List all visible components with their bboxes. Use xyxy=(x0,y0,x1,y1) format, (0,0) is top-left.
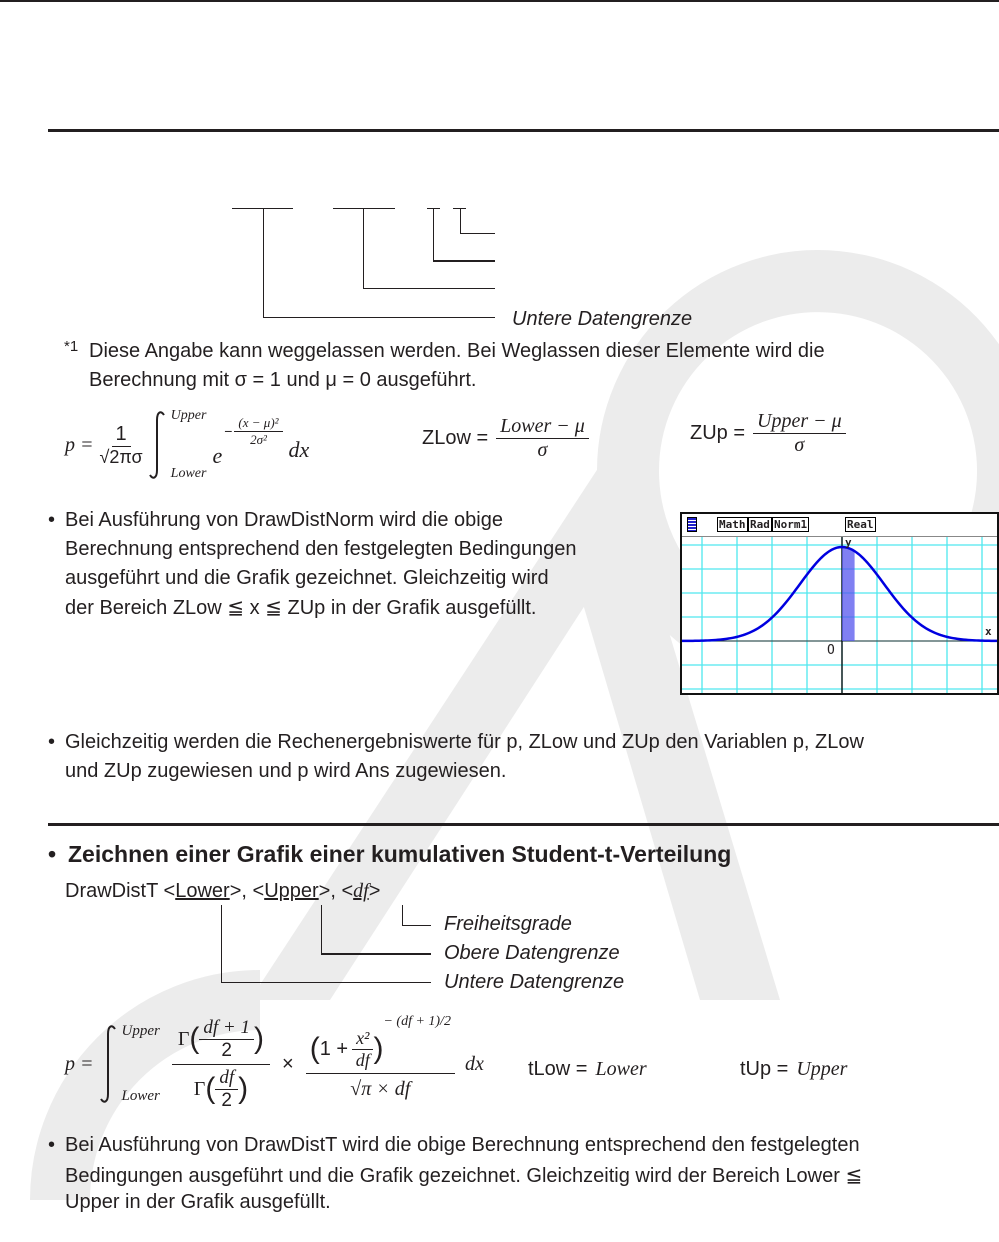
zup-label: ZUp = xyxy=(690,422,746,444)
mode-tag-rad: Rad xyxy=(750,518,770,531)
t-cdf-formula xyxy=(65,998,484,1130)
label-lower-bound: Untere Datengrenze xyxy=(444,971,625,993)
formula-p: p = xyxy=(65,433,94,456)
bullet: • xyxy=(48,509,56,531)
gamma-ratio: Γ ( $\frac{df + 1}{2}$ ) Γ ( $\frac{df}{2}$ ) xyxy=(172,1017,270,1112)
y-axis-label: y xyxy=(845,536,852,549)
mode-tag-norm: Norm1 xyxy=(774,518,808,531)
tup-label: tUp = xyxy=(740,1058,789,1080)
mode-tag-real: Real xyxy=(847,518,874,531)
normal-cdf-formula xyxy=(65,400,309,490)
mode-tag-math: Math xyxy=(719,518,746,531)
bullet-text: der Bereich ZLow ≦ x ≦ ZUp in der Grafik ausgefüllt. xyxy=(65,597,537,619)
formula-dx: dx xyxy=(288,437,310,462)
formula-minus: − xyxy=(224,423,233,439)
footnote-line: Berechnung mit σ = 1 und μ = 0 ausgeführt. xyxy=(89,369,477,391)
formula-num: 1 xyxy=(112,423,131,447)
footnote-marker: *1 xyxy=(64,338,79,355)
normal-distribution-graph xyxy=(682,537,997,693)
gamma-symbol: Γ xyxy=(193,1077,206,1100)
integral-lower: Lower xyxy=(170,466,207,481)
param-upper: Upper xyxy=(264,880,319,902)
x-squared: x² xyxy=(352,1028,373,1050)
bullet-text: und ZUp zugewiesen und p wird Ans zugewiesen. xyxy=(65,760,507,782)
bullet-text: Bei Ausführung von DrawDistNorm wird die obige xyxy=(65,509,503,531)
tlow-value: Lower xyxy=(595,1058,647,1080)
bullet: • xyxy=(48,1134,56,1156)
zlow-den: σ xyxy=(537,439,548,461)
bullet-text: Bedingungen ausgeführt und die Grafik gezeichnet. Gleichzeitig wird der Bereich Lower ≦ xyxy=(65,1165,863,1187)
heading-bullet: • xyxy=(48,841,57,867)
gamma-symbol: Γ xyxy=(177,1027,190,1050)
integral-sign xyxy=(149,410,165,480)
integral-upper: Upper xyxy=(170,408,207,423)
zlow-formula xyxy=(422,415,589,462)
formula-e: e xyxy=(212,443,223,468)
label-upper-bound: Obere Datengrenze xyxy=(444,942,620,964)
drawdistt-syntax: DrawDistT <Lower>, <Upper>, <df> xyxy=(65,880,381,902)
bullet: • xyxy=(48,731,56,753)
battery-icon xyxy=(687,517,697,532)
gamma-num: df + 1 xyxy=(199,1017,254,1040)
integral-lower: Lower xyxy=(121,1088,160,1104)
calculator-screen xyxy=(680,512,999,695)
zlow-label: ZLow = xyxy=(422,427,489,449)
param-lower: Lower xyxy=(175,880,230,902)
one-plus: 1 + xyxy=(319,1037,349,1060)
section-heading: Zeichnen einer Grafik einer kumulativen Student-t-Verteilung xyxy=(68,841,732,867)
zup-num: Upper − μ xyxy=(753,410,846,434)
x-squared-den: df xyxy=(355,1049,370,1070)
bullet-text: Berechnung entsprechend den festgelegten Bedingungen xyxy=(65,538,577,560)
label-degrees-of-freedom: Freiheitsgrade xyxy=(444,913,572,935)
formula-p: p = xyxy=(65,1052,94,1075)
section-divider xyxy=(48,823,999,826)
bullet-text: Upper in der Grafik ausgefüllt. xyxy=(65,1191,331,1213)
zlow-num: Lower − μ xyxy=(496,415,589,439)
bullet-text: ausgeführt und die Grafik gezeichnet. Gleichzeitig wird xyxy=(65,567,549,589)
integral-upper: Upper xyxy=(121,1023,160,1039)
param-df: df xyxy=(353,880,369,902)
gamma-den: df xyxy=(215,1067,238,1090)
zup-den: σ xyxy=(794,434,805,456)
density-ratio: ( 1 + $\frac{\text{x²}}{df}$ ) − (df + 1)/2 √π × df xyxy=(306,1028,455,1101)
formula-dx: dx xyxy=(464,1052,484,1075)
bullet-text: Gleichzeitig werden die Rechenergebniswerte für p, ZLow und ZUp den Variablen p, ZLow xyxy=(65,731,864,753)
tlow-formula xyxy=(528,1058,647,1081)
exponent-den: 2σ² xyxy=(250,432,267,447)
sqrt-term: √π × df xyxy=(350,1077,411,1100)
tup-formula xyxy=(740,1058,847,1081)
exponent-num: (x − μ)² xyxy=(234,415,282,432)
bullet-text: Bei Ausführung von DrawDistT wird die obige Berechnung entsprechend den festgelegten xyxy=(65,1134,860,1156)
exponent: − (df + 1)/2 xyxy=(383,1013,451,1029)
label-lower-bound: Untere Datengrenze xyxy=(512,308,693,330)
section-divider xyxy=(48,129,999,132)
times-sign: × xyxy=(282,1052,294,1075)
tlow-label: tLow = xyxy=(528,1058,588,1080)
gamma-den-two: 2 xyxy=(221,1089,232,1111)
footnote-line: Diese Angabe kann weggelassen werden. Bei Weglassen dieser Elemente wird die xyxy=(89,340,825,362)
origin-label: O xyxy=(827,643,835,658)
formula-den: √2πσ xyxy=(99,446,143,467)
top-border xyxy=(0,0,999,2)
shaded-area xyxy=(842,547,855,641)
zup-formula xyxy=(690,410,846,457)
tup-value: Upper xyxy=(796,1058,848,1080)
status-bar xyxy=(682,514,997,537)
gamma-num-two: 2 xyxy=(221,1039,232,1061)
x-axis-label: x xyxy=(985,625,992,638)
integral-sign xyxy=(100,1024,116,1104)
normal-curve xyxy=(682,547,997,641)
